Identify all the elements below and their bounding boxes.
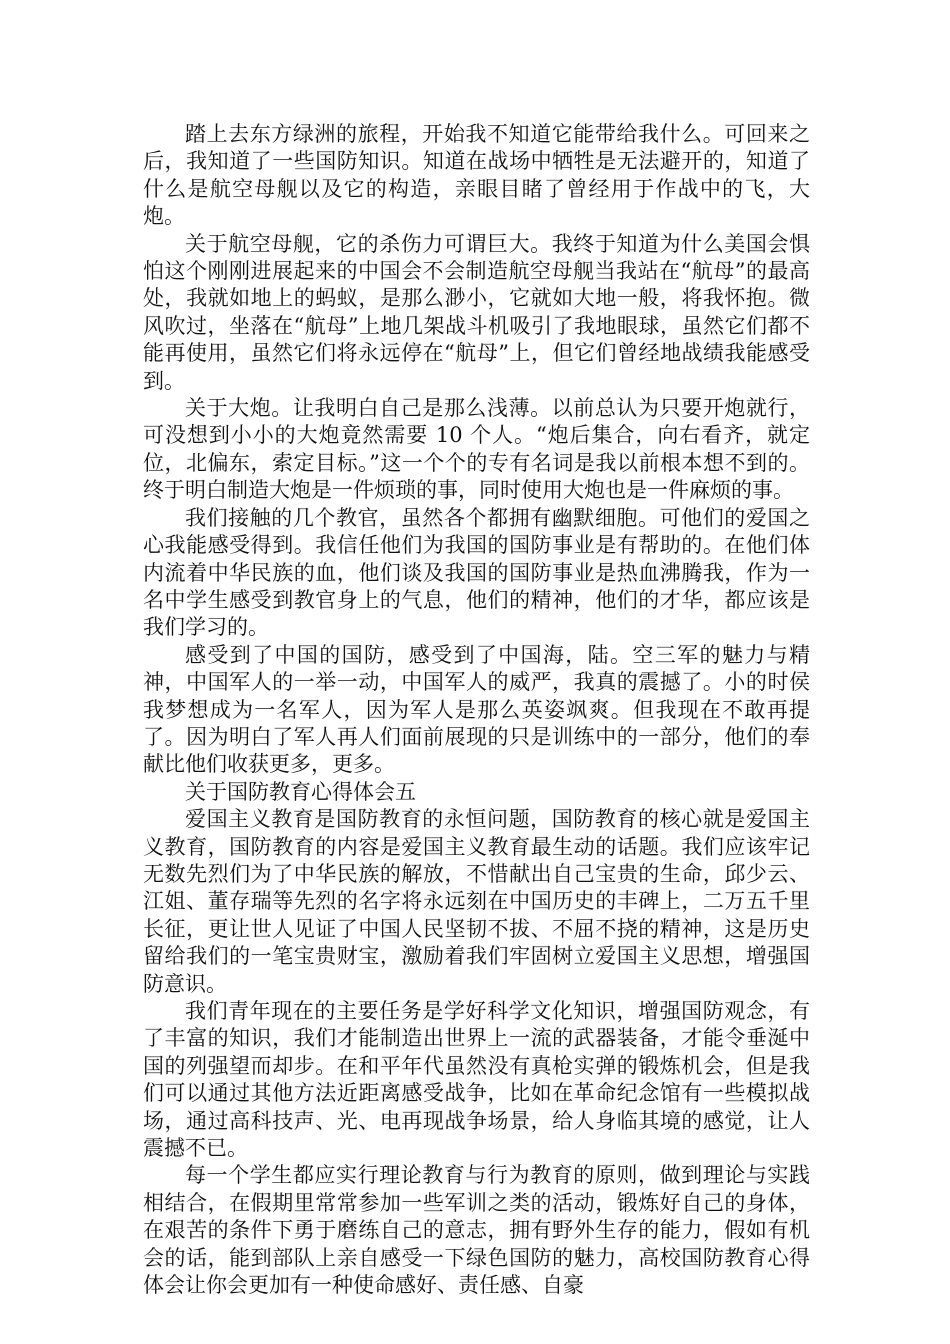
section-heading: 关于国防教育心得体会五 (185, 779, 416, 804)
paragraph-4: 我们接触的几个教官，虽然各个都拥有幽默细胞。可他们的爱国之心我能感受得到。我信任他们为我国的国防事业是有帮助的。在他们体内流着中华民族的血，他们谈及我国的国防事业是热血沸腾我，作为一名中学生感受到教官身上的气息，他们的精神，他们的才华，都应该是我们学习的。 (143, 505, 810, 640)
paragraph-1: 踏上去东方绿洲的旅程，开始我不知道它能带给我什么。可回来之后，我知道了一些国防知识。知道在战场中牺牲是无法避开的，知道了什么是航空母舰以及它的构造，亲眼目睹了曾经用于作战中的飞，大炮。 (143, 122, 810, 229)
paragraph-2: 关于航空母舰，它的杀伤力可谓巨大。我终于知道为什么美国会惧怕这个刚刚进展起来的中国会不会制造航空母舰当我站在“航母”的最高处，我就如地上的蚂蚁，是那么渺小，它就如大地一般，将我怀抱。微风吹过，坐落在“航母”上地几架战斗机吸引了我地眼球，虽然它们都不能再使用，虽然它们将永远停在“航母”上，但它们曾经地战绩我能感受到。 (143, 231, 810, 393)
paragraph-3: 关于大炮。让我明白自己是那么浅薄。以前总认为只要开炮就行，可没想到小小的大炮竟然需要 10 个人。“炮后集合，向右看齐，就定位，北偏东，索定目标。”这一个个的专有名词是我以前根本想不到的。终于明白制造大炮是一件烦琐的事，同时使用大炮也是一件麻烦的事。 (143, 396, 810, 503)
paragraph-7: 我们青年现在的主要任务是学好科学文化知识，增强国防观念，有了丰富的知识，我们才能制造出世界上一流的武器装备，才能令垂涎中国的列强望而却步。在和平年代虽然没有真枪实弹的锻炼机会，但是我们可以通过其他方法近距离感受战争，比如在革命纪念馆有一些模拟战场，通过高科技声、光、电再现战争场景，给人身临其境的感觉，让人震撼不已。 (143, 999, 810, 1161)
document-page (143, 121, 810, 1299)
paragraph-5: 感受到了中国的国防，感受到了中国海，陆。空三军的魅力与精神，中国军人的一举一动，中国军人的威严，我真的震撼了。小的时侯我梦想成为一名军人，因为军人是那么英姿飒爽。但我现在不敢再提了。因为明白了军人再人们面前展现的只是训练中的一部分，他们的奉献比他们收获更多，更多。 (143, 642, 810, 777)
paragraph-6: 爱国主义教育是国防教育的永恒问题，国防教育的核心就是爱国主义教育，国防教育的内容是爱国主义教育最生动的话题。我们应该牢记无数先烈们为了中华民族的解放，不惜献出自己宝贵的生命，邱少云、江姐、董存瑞等先烈的名字将永远刻在中国历史的丰碑上，二万五千里长征，更让世人见证了中国人民坚韧不拔、不屈不挠的精神，这是历史留给我们的一笔宝贵财宝，激励着我们牢固树立爱国主义思想，增强国防意识。 (143, 807, 810, 996)
paragraph-8: 每一个学生都应实行理论教育与行为教育的原则，做到理论与实践相结合，在假期里常常参加一些军训之类的活动，锻炼好自己的身体，在艰苦的条件下勇于磨练自己的意志，拥有野外生存的能力，假如有机会的话，能到部队上亲自感受一下绿色国防的魅力，高校国防教育心得体会让你会更加有一种使命感好、责任感、自豪 (143, 1163, 810, 1298)
